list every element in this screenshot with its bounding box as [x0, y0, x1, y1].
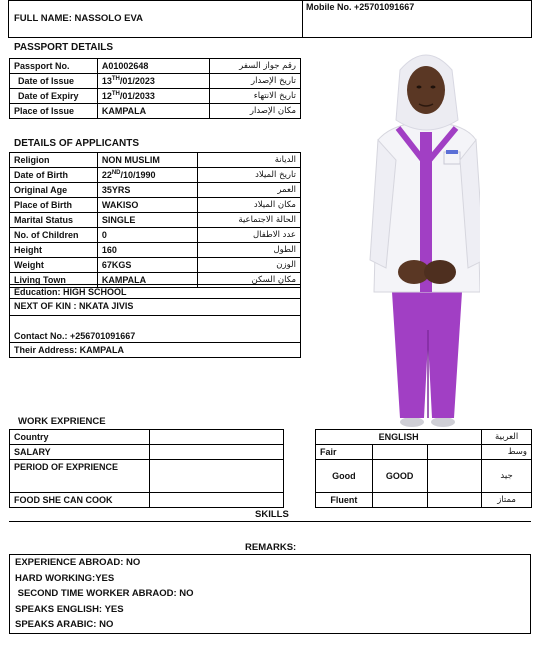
- country-label: Country: [10, 430, 150, 445]
- salary-label: SALARY: [10, 445, 150, 460]
- applicant-field-value: KAMPALA: [97, 273, 198, 288]
- applicant-field-value: SINGLE: [97, 213, 198, 228]
- fluent-arabic-level: [427, 493, 482, 508]
- issue-date-label: Date of Issue: [10, 74, 98, 89]
- applicant-field-arabic: مكان السكن: [198, 273, 301, 288]
- issue-place-label: Place of Issue: [10, 104, 98, 119]
- contact-number: Contact No.: +256701091667: [14, 331, 136, 341]
- passport-no-arabic: رقم جواز السفر: [210, 59, 301, 74]
- next-of-kin: NEXT OF KIN : NKATA JIVIS: [14, 301, 134, 311]
- issue-date-arabic: تاريخ الإصدار: [210, 74, 301, 89]
- good-english: GOOD: [372, 460, 427, 493]
- table-row: [10, 460, 284, 493]
- applicant-field-label: Height: [10, 243, 98, 258]
- period-label: PERIOD OF EXPRIENCE: [10, 460, 150, 493]
- english-header: ENGLISH: [316, 430, 482, 445]
- table-row: [10, 228, 301, 243]
- salary-value: [149, 445, 283, 460]
- table-row: [10, 183, 301, 198]
- remarks-list: [15, 557, 194, 635]
- table-row: [10, 198, 301, 213]
- issue-date-value: 13TH/01/2023: [97, 74, 209, 89]
- work-table: [9, 429, 284, 508]
- applicant-field-label: No. of Children: [10, 228, 98, 243]
- full-name: FULL NAME: NASSOLO EVA: [14, 13, 143, 24]
- applicant-field-value: 160: [97, 243, 198, 258]
- passport-no-label: Passport No.: [10, 59, 98, 74]
- applicant-field-label: Religion: [10, 153, 98, 168]
- fair-english: [372, 445, 427, 460]
- applicant-field-value: 22ND/10/1990: [97, 168, 198, 183]
- table-row: [316, 445, 532, 460]
- table-row: [10, 493, 284, 508]
- table-row: [10, 74, 301, 89]
- applicant-field-arabic: عدد الاطفال: [198, 228, 301, 243]
- table-row: [10, 59, 301, 74]
- food-value: [149, 493, 283, 508]
- passport-no-value: A01002648: [97, 59, 209, 74]
- expiry-date-value: 12TH/01/2033: [97, 89, 209, 104]
- remarks-title: REMARKS:: [245, 542, 297, 553]
- applicant-field-value: 35YRS: [97, 183, 198, 198]
- table-row: [10, 430, 284, 445]
- fair-label: Fair: [316, 445, 373, 460]
- expiry-date-arabic: تاريخ الانتهاء: [210, 89, 301, 104]
- passport-title: PASSPORT DETAILS: [14, 42, 114, 53]
- applicant-field-label: Weight: [10, 258, 98, 273]
- remark-line: SPEAKS ENGLISH: YES: [15, 603, 124, 615]
- applicant-field-arabic: الديانة: [198, 153, 301, 168]
- country-value: [149, 430, 283, 445]
- applicant-field-arabic: الحالة الاجتماعية: [198, 213, 301, 228]
- applicant-photo: [340, 40, 480, 428]
- applicant-field-arabic: مكان الميلاد: [198, 198, 301, 213]
- table-row: [316, 460, 532, 493]
- period-value: [149, 460, 283, 493]
- applicant-field-arabic: الوزن: [198, 258, 301, 273]
- work-title: WORK EXPRIENCE: [18, 416, 106, 427]
- applicant-field-label: Original Age: [10, 183, 98, 198]
- applicant-field-value: 67KGS: [97, 258, 198, 273]
- table-row: [10, 258, 301, 273]
- table-row: [10, 445, 284, 460]
- applicant-field-label: Place of Birth: [10, 198, 98, 213]
- applicant-field-value: NON MUSLIM: [97, 153, 198, 168]
- table-row: [10, 104, 301, 119]
- issue-place-value: KAMPALA: [97, 104, 209, 119]
- expiry-date-label: Date of Expiry: [10, 89, 98, 104]
- applicant-field-arabic: تاريخ الميلاد: [198, 168, 301, 183]
- arabic-header: العربية: [482, 430, 532, 445]
- good-arabic-level: [427, 460, 482, 493]
- table-row: [316, 430, 532, 445]
- table-row: [10, 243, 301, 258]
- applicant-field-label: Living Town: [10, 273, 98, 288]
- mobile-number: Mobile No. +25701091667: [306, 2, 415, 12]
- skills-divider: [9, 521, 531, 522]
- good-arabic-text: جيد: [482, 460, 532, 493]
- good-label: Good: [316, 460, 373, 493]
- table-row: [10, 168, 301, 183]
- person-figure-icon: [340, 40, 480, 428]
- issue-place-arabic: مكان الإصدار: [210, 104, 301, 119]
- remark-line: SECOND TIME WORKER ABRAOD: NO: [15, 588, 194, 599]
- applicant-table: [9, 152, 301, 288]
- remark-line: HARD WORKING:YES: [15, 572, 115, 584]
- table-row: [10, 89, 301, 104]
- fair-arabic-level: [427, 445, 482, 460]
- food-label: FOOD SHE CAN COOK: [10, 493, 150, 508]
- applicant-field-value: WAKISO: [97, 198, 198, 213]
- fair-arabic-text: وسط: [482, 445, 532, 460]
- applicant-title: DETAILS OF APPLICANTS: [14, 138, 139, 149]
- table-row: [10, 153, 301, 168]
- passport-table: [9, 58, 301, 119]
- remark-line: SPEAKS ARABIC: NO: [15, 619, 114, 630]
- applicant-field-arabic: العمر: [198, 183, 301, 198]
- applicant-field-value: 0: [97, 228, 198, 243]
- applicant-field-arabic: الطول: [198, 243, 301, 258]
- fluent-english: [372, 493, 427, 508]
- skills-title: SKILLS: [255, 509, 289, 520]
- applicant-field-label: Date of Birth: [10, 168, 98, 183]
- remark-line: EXPERIENCE ABROAD: NO: [15, 557, 141, 568]
- applicant-field-label: Marital Status: [10, 213, 98, 228]
- address: Their Address: KAMPALA: [14, 345, 125, 355]
- fluent-label: Fluent: [316, 493, 373, 508]
- fluent-arabic-text: ممتاز: [482, 493, 532, 508]
- language-table: [315, 429, 532, 508]
- education: Education: HIGH SCHOOL: [14, 287, 127, 297]
- table-row: [316, 493, 532, 508]
- table-row: [10, 213, 301, 228]
